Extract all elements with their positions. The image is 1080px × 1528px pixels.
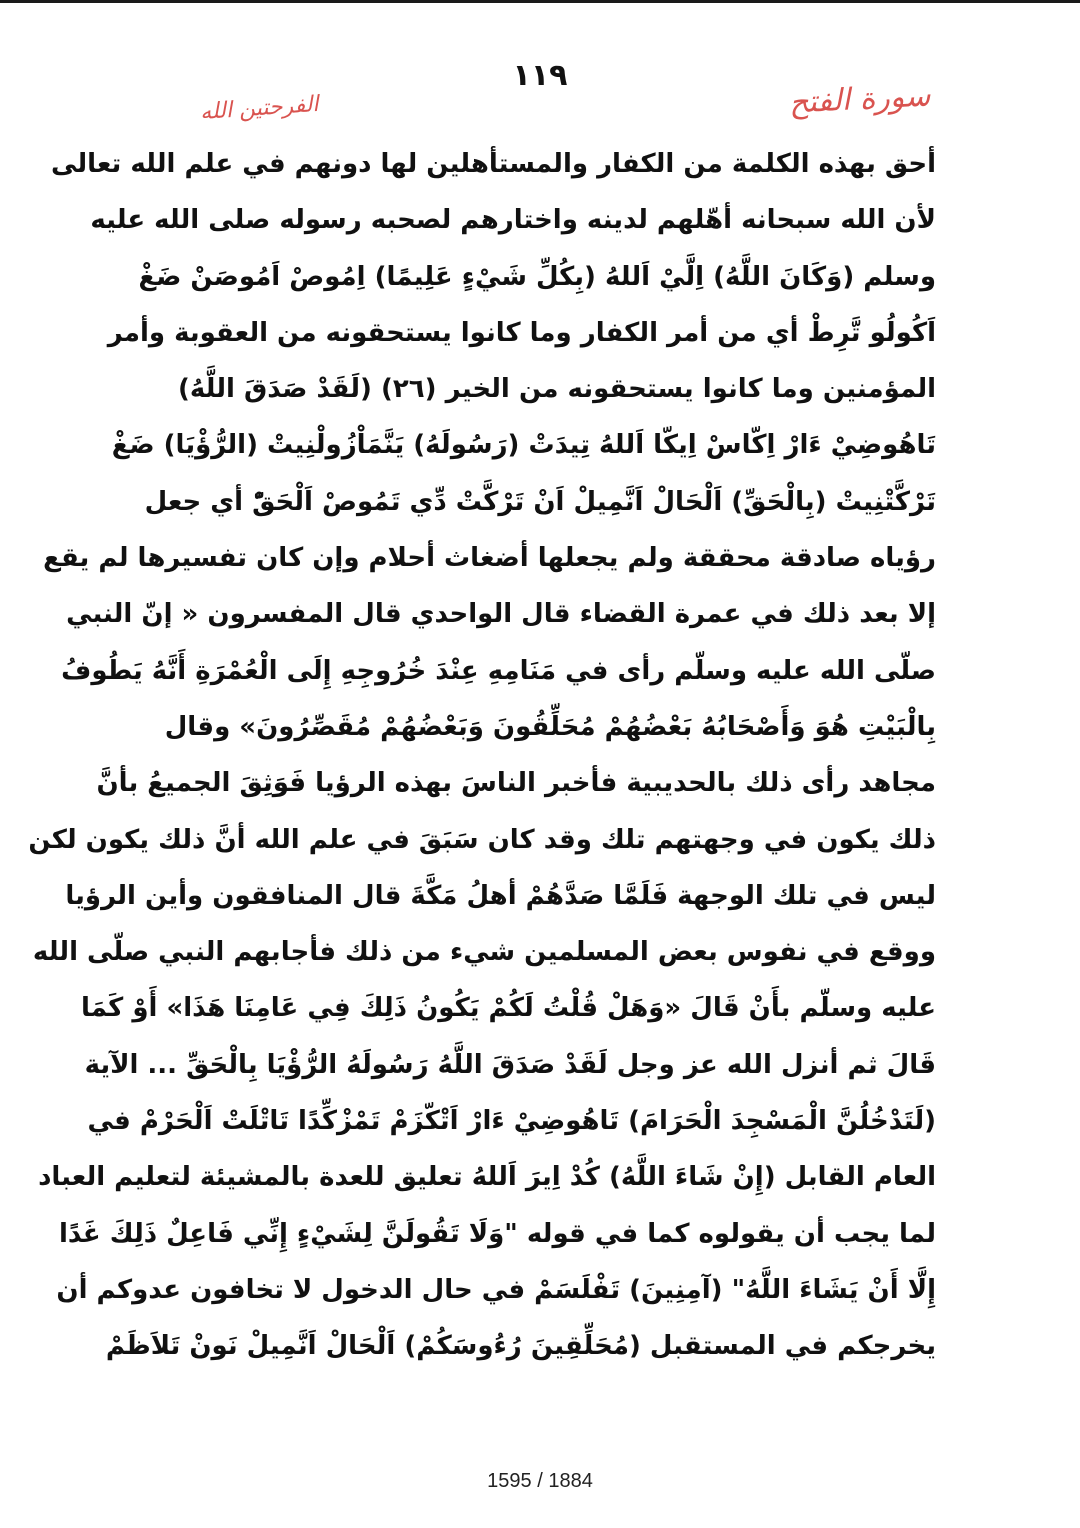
text-line: عليه وسلّم بأَنْ قَالَ «وَهَلْ قُلْتُ لَكُمْ يَكُونُ ذَلِكَ فِي عَامِنَا هَذَا» أَوْ كَمَا — [80, 993, 936, 1024]
text-line: ووقع في نفوس بعض المسلمين شيء من ذلك فأجابهم النبي صلّى الله — [32, 937, 936, 968]
handwritten-annotation-left: الفرحتين الله — [199, 91, 320, 126]
text-line: إلا بعد ذلك في عمرة القضاء قال الواحدي قال المفسرون « إنّ النبي — [66, 599, 936, 630]
text-line: قَالَ ثم أنزل الله عز وجل لَقَدْ صَدَقَ اللَّهُ رَسُولَهُ الرُّؤْيَا بِالْحَقِّ ... الآية — [84, 1049, 936, 1080]
text-line: رؤياه صادقة محققة ولم يجعلها أضغاث أحلام وإن كان تفسيرها لم يقع — [43, 543, 936, 574]
text-line: أحق بهذه الكلمة من الكفار والمستأهلين لها دونهم في علم الله تعالى — [51, 149, 936, 179]
handwritten-annotation-surah: سورة الفتح — [787, 78, 931, 121]
body-text — [28, 140, 936, 1379]
text-line: مجاهد رأى ذلك بالحديبية فأخبر الناسَ بهذه الرؤيا فَوَثِقَ الجميعُ بأنَّ — [96, 768, 936, 799]
top-border-line — [0, 0, 1080, 3]
text-line: ليس في تلك الوجهة فَلَمَّا صَدَّهُمْ أهلُ مَكَّةَ قال المنافقون وأين الرؤيا — [65, 880, 936, 911]
text-line: لأن الله سبحانه أهّلهم لدينه واختارهم لصحبه رسوله صلى الله عليه — [90, 205, 936, 236]
text-line: تَاهُوضِيْ ءَارْ اِكّاسْ اِيكّا اَللهُ تِيدَتْ (رَسُولَهُ) يَنَّمَاْزُولْنِيتْ (الرُّؤْيَا) ضَغْ — [111, 430, 936, 461]
text-line: العام القابل (إِنْ شَاءَ اللَّهُ) كُدْ اِيرَ اَللهُ تعليق للعدة بالمشيئة لتعليم العباد — [38, 1162, 936, 1193]
text-line: المؤمنين وما كانوا يستحقونه من الخير (٢٦) (لَقَدْ صَدَقَ اللَّهُ) — [178, 374, 936, 405]
text-line: اَكُولُو تَّرِطْ أي من أمر الكفار وما كانوا يستحقونه من العقوبة وأمر — [107, 317, 936, 348]
text-line: يخرجكم في المستقبل (مُحَلِّقِينَ رُءُوسَكُمْ) اَلْحَالْ اَنَّمِيلْ نَونْ تَلاَظَمْ — [105, 1331, 936, 1362]
text-line: تَرْكَّتْنِيتْ (بِالْحَقِّ) اَلْحَالْ اَنَّمِيلْ اَنْ تَرْكَّتْ دِّي تَمُوصْ اَلْحَقّْ أي جعل — [144, 486, 936, 517]
text-line: لما يجب أن يقولوه كما في قوله "وَلَا تَقُولَنَّ لِشَيْءٍ إِنِّي فَاعِلٌ ذَلِكَ غَدًا — [58, 1218, 936, 1249]
text-line: بِالْبَيْتِ هُوَ وَأَصْحَابُهُ بَعْضُهُمْ مُحَلِّقُونَ وَبَعْضُهُمْ مُقَصِّرُونَ» وقال — [164, 711, 936, 742]
text-line: (لَتَدْخُلُنَّ الْمَسْجِدَ الْحَرَامَ) تَاهُوضِيْ ءَارْ اَتْكّزَمْ تَمْزْكِّدًا تَاتْلَتْ اَلْحَرْمْ في — [87, 1106, 936, 1137]
page-number: ١١٩ — [512, 58, 568, 93]
page-counter: 1595 / 1884 — [487, 1470, 593, 1492]
text-line: وسلم (وَكَانَ اللَّهُ) اِلَّيْ اَللهُ (بِكُلِّ شَيْءٍ عَلِيمًا) اِمُوصْ اَمُوصَنْ ضَغْ — [138, 261, 936, 292]
text-line: ذلك يكون في وجهتهم تلك وقد كان سَبَقَ في علم الله أنَّ ذلك يكون لكن — [28, 824, 936, 855]
text-line: صلّى الله عليه وسلّم رأى في مَنَامِهِ عِنْدَ خُرُوجِهِ إِلَى الْعُمْرَةِ أَنَّهُ يَطُوفُ — [61, 655, 936, 686]
text-line: إِلَّا أَنْ يَشَاءَ اللَّهُ" (آمِنِينَ) تَفْلَسَمْ في حال الدخول لا تخافون عدوكم أن — [56, 1274, 936, 1305]
